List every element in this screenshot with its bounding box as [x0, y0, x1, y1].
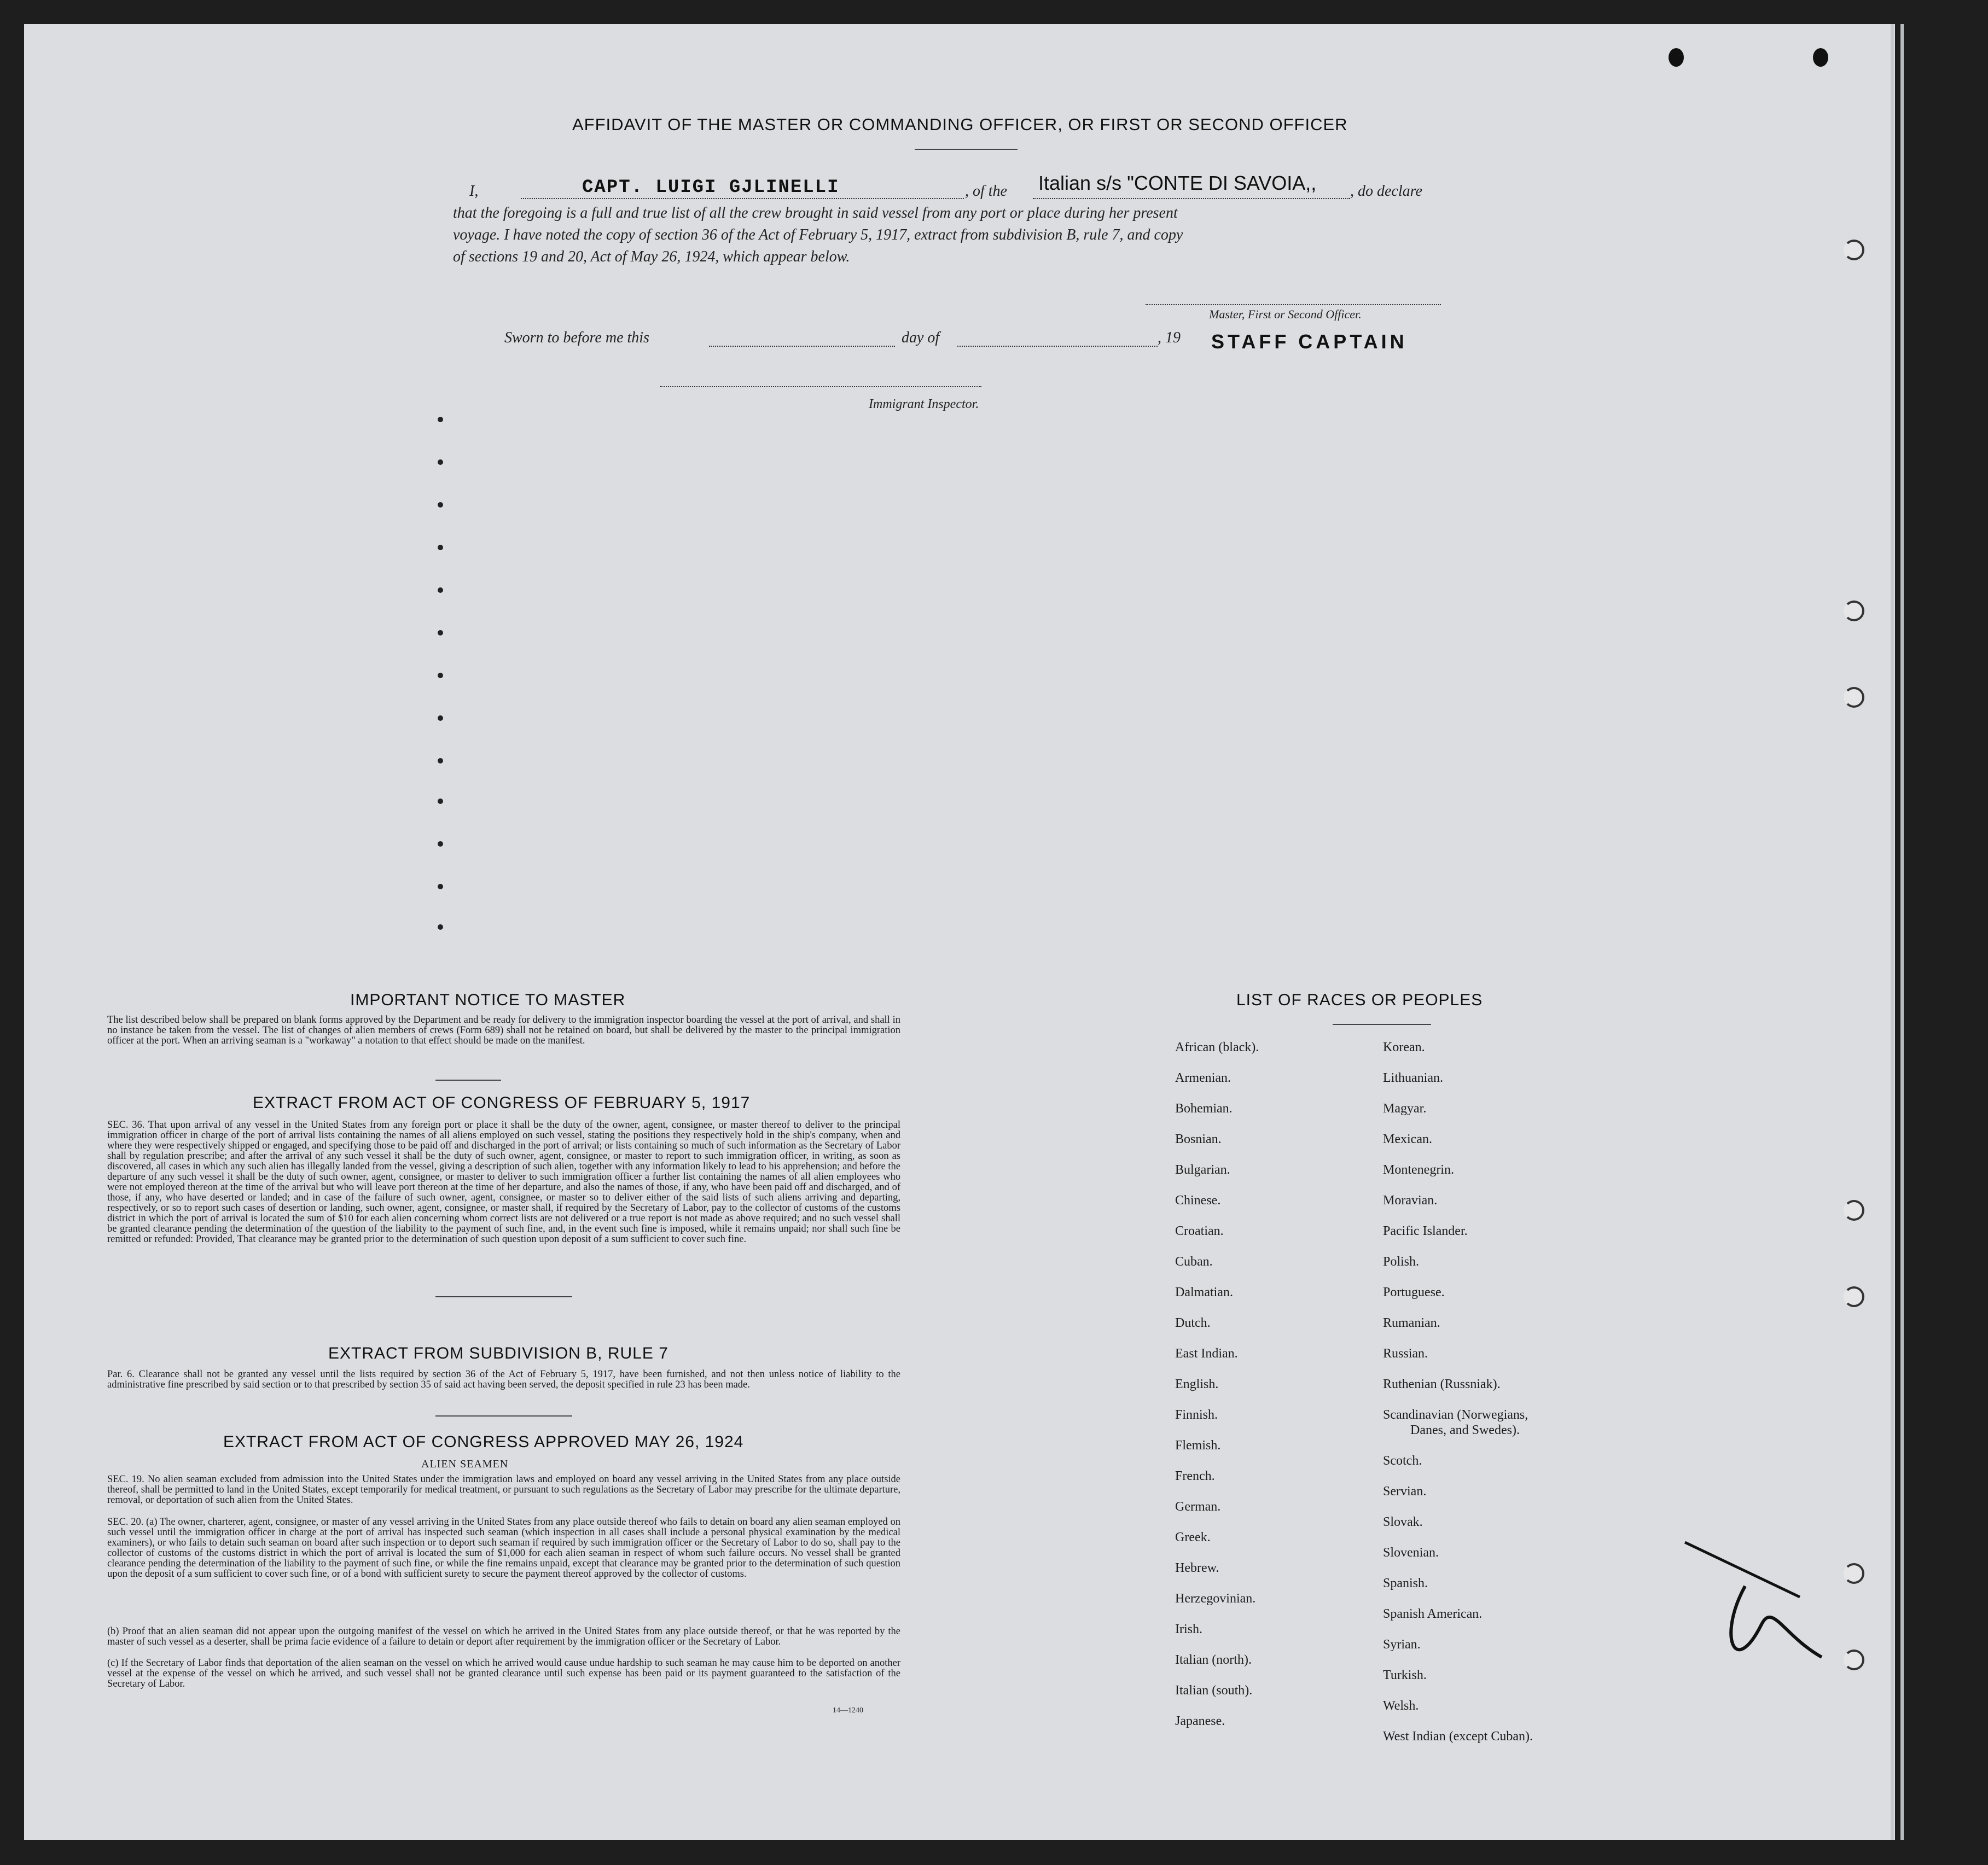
binder-ring [1844, 1650, 1864, 1670]
races-rule [1333, 1024, 1431, 1025]
vessel-name: Italian s/s "CONTE DI SAVOIA,, [1038, 172, 1317, 194]
margin-dot [438, 417, 443, 422]
race-item: Italian (south). [1175, 1683, 1253, 1698]
race-item: German. [1175, 1500, 1221, 1514]
affidavit-body-1: that the foregoing is a full and true list of all the crew brought in said vessel from any port or place during her present [453, 205, 1178, 222]
races-right-column [1383, 1040, 1533, 1760]
page-edge [1891, 24, 1894, 1840]
race-item: Lithuanian. [1383, 1071, 1443, 1085]
race-item: Turkish. [1383, 1668, 1427, 1682]
section-rule [435, 1080, 501, 1081]
sec-20b-text: (b) Proof that an alien seaman did not appear upon the outgoing manifest of the vessel on which he arrived in the United States from any place outside thereof, or that he was reported by the master of such vessel as a deserter, shall be prima facie evidence of a failure to detain or deport after requirement by the immigration officer or the Secretary of Labor. [107, 1626, 900, 1647]
race-item: Welsh. [1383, 1699, 1419, 1713]
of-the-label: , of the [965, 183, 1007, 200]
race-item: English. [1175, 1377, 1219, 1391]
sworn-day-line [709, 346, 895, 347]
handwritten-mark [1674, 1526, 1838, 1690]
binder-ring [1844, 687, 1864, 708]
race-item: Italian (north). [1175, 1653, 1252, 1667]
race-item: Spanish American. [1383, 1607, 1483, 1621]
race-item: Hebrew. [1175, 1561, 1219, 1575]
affidavit-title: AFFIDAVIT OF THE MASTER OR COMMANDING OFFICER, OR FIRST OR SECOND OFFICER [572, 115, 1348, 134]
affidavit-body-3: of sections 19 and 20, Act of May 26, 1924, which appear below. [453, 248, 850, 265]
race-item: Spanish. [1383, 1576, 1428, 1590]
race-item: Japanese. [1175, 1714, 1225, 1728]
extract-1924-title: EXTRACT FROM ACT OF CONGRESS APPROVED MAY 26, 1924 [223, 1433, 744, 1451]
inspector-label: Immigrant Inspector. [869, 397, 979, 411]
margin-dot [438, 545, 443, 550]
race-item: Russian. [1383, 1347, 1428, 1361]
binder-ring [1844, 1286, 1864, 1307]
race-item: Mexican. [1383, 1132, 1432, 1146]
inspector-signature-line [660, 386, 981, 387]
master-label: Master, First or Second Officer. [1209, 307, 1362, 321]
rule-7-text: Par. 6. Clearance shall not be granted any vessel until the lists required by section 36 of the Act of February 5, 1917, have been furnished, and not then unless notice of liability to the administrative fine prescribed by said section or to that prescribed by section 35 of said act having been served, the deposit specified in rule 23 has been made. [107, 1369, 900, 1390]
officer-name-line [521, 198, 964, 199]
sworn-label: Sworn to before me this [504, 329, 649, 346]
race-item: Cuban. [1175, 1255, 1213, 1269]
race-item: East Indian. [1175, 1347, 1238, 1361]
notice-title: IMPORTANT NOTICE TO MASTER [350, 991, 626, 1009]
race-item: Slovenian. [1383, 1546, 1439, 1560]
margin-dot [438, 459, 443, 465]
race-item: Flemish. [1175, 1438, 1221, 1453]
punch-hole [1669, 48, 1684, 67]
binder-ring [1844, 601, 1864, 621]
race-item: Pacific Islander. [1383, 1224, 1468, 1238]
margin-dot [438, 758, 443, 764]
do-declare-label: , do declare [1350, 183, 1422, 200]
sec-20c-text: (c) If the Secretary of Labor finds that deportation of the alien seaman on the vessel on which he arrived would cause undue hardship to such seaman he may cause him to be deported on another vessel at the expense of the vessel on which he arrived, and such vessel shall not be granted clearance until such expense has been paid or its payment guaranteed to the satisfaction of the Secretary of Labor. [107, 1658, 900, 1689]
races-left-column [1175, 1040, 1259, 1745]
sec-20a-text: SEC. 20. (a) The owner, charterer, agent, consignee, or master of any vessel arriving in the United States from any place outside thereof who fails to detain on board any alien seaman employed on such vessel until the immigration officer in charge at the port of arrival has inspected such seaman (which inspection in all cases shall include a personal physical examination by the medical examiners), or who fails to detain such seaman on board after such inspection or to deport such seaman if required by such immigration officer or the Secretary of Labor to do so, shall pay to the collector of customs of the customs district in which the port of arrival is located the sum of $1,000 for each alien seaman in respect of whom such failure occurs. No vessel shall be granted clearance pending the determination of the liability to the payment of such fine, or while the fine remains unpaid, except that clearance may be granted prior to the determination of such question upon the deposit of a sum sufficient to cover such fine, or of a bond with sufficient surety to secure the payment thereof approved by the collector of customs. [107, 1517, 900, 1580]
race-item: Scandinavian (Norwegians, [1383, 1408, 1528, 1422]
day-of-label: day of [902, 329, 940, 346]
vessel-line [1033, 198, 1350, 199]
i-label: I, [469, 183, 479, 200]
race-item: Korean. [1383, 1040, 1425, 1054]
race-item: Bosnian. [1175, 1132, 1222, 1146]
race-item: Bohemian. [1175, 1101, 1233, 1116]
sec-19-text: SEC. 19. No alien seaman excluded from admission into the United States under the immigration laws and employed on board any vessel arriving in the United States from any place outside thereof, shall be permitted to land in the United States, except temporarily for medical treatment, or pursuant to such regulations as the Secretary of Labor may prescribe for the ultimate departure, removal, or deportation of such alien from the United States. [107, 1474, 900, 1506]
race-item: French. [1175, 1469, 1215, 1483]
section-rule [435, 1296, 572, 1297]
race-item: Scotch. [1383, 1454, 1422, 1468]
master-signature-line [1146, 304, 1441, 305]
affidavit-body-2: voyage. I have noted the copy of section 36 of the Act of February 5, 1917, extract from subdivision B, rule 7, and copy [453, 226, 1183, 243]
race-item: Croatian. [1175, 1224, 1224, 1238]
margin-dot [438, 799, 443, 804]
race-item: Rumanian. [1383, 1316, 1440, 1330]
races-title: LIST OF RACES OR PEOPLES [1236, 991, 1483, 1009]
binder-ring [1844, 1563, 1864, 1584]
margin-dot [438, 715, 443, 721]
notice-text: The list described below shall be prepared on blank forms approved by the Department and be ready for delivery to the immigration inspector boarding the vessel at the port of arrival, and shall in no instance be taken from the vessel. The list of changes of alien members of crews (Form 689) shall not be retained on board, but shall be delivered by the master to the principal immigration officer at the port. When an arriving seaman is a "workaway" a notation to that effect should be made on the manifest. [107, 1015, 900, 1046]
race-item: West Indian (except Cuban). [1383, 1729, 1533, 1744]
race-item: Finnish. [1175, 1408, 1218, 1422]
race-item: African (black). [1175, 1040, 1259, 1054]
section-rule [435, 1415, 572, 1417]
month-line [957, 346, 1158, 347]
rank-stamp: STAFF CAPTAIN [1211, 330, 1408, 353]
rule-7-title: EXTRACT FROM SUBDIVISION B, RULE 7 [328, 1344, 669, 1362]
race-item: Syrian. [1383, 1637, 1421, 1652]
year-prefix: , 19 [1158, 329, 1181, 346]
race-item: Servian. [1383, 1484, 1427, 1499]
margin-dot [438, 841, 443, 847]
race-item: Moravian. [1383, 1193, 1438, 1208]
race-item: Portuguese. [1383, 1285, 1445, 1299]
race-item: Bulgarian. [1175, 1163, 1230, 1177]
race-item: Magyar. [1383, 1101, 1427, 1116]
margin-dot [438, 630, 443, 636]
margin-dot [438, 924, 443, 930]
margin-dot [438, 587, 443, 593]
margin-dot [438, 884, 443, 889]
alien-seamen-subtitle: ALIEN SEAMEN [421, 1458, 509, 1470]
race-item: Greek. [1175, 1530, 1211, 1545]
officer-name: CAPT. LUIGI GJLINELLI [582, 177, 840, 198]
binder-ring [1844, 1200, 1864, 1221]
margin-dot [438, 502, 443, 508]
race-item: Herzegovinian. [1175, 1592, 1256, 1606]
title-rule [915, 149, 1018, 150]
extract-1917-text: SEC. 36. That upon arrival of any vessel in the United States from any foreign port or place it shall be the duty of the owner, agent, consignee, or master thereof to deliver to the principal immigration officer in charge of the port of arrival lists containing the names of all aliens employed on such vessel, stating the positions they respectively hold in the ship's company, when and where they were respectively shipped or engaged, and specifying those to be paid off and discharged in the port of arrival; or lists containing so much of such information as the Secretary of Labor shall by regulation prescribe; and after the arrival of any such vessel it shall be the duty of such owner, agent, consignee, or master to report to such immigration officer, in writing, as soon as discovered, all cases in which any such alien has illegally landed from the vessel, giving a description of such alien, together with any information likely to lead to his apprehension; and before the departure of any such vessel it shall be the duty of such owner, agent, consignee, or master to deliver to such immigration officer a further list containing the names of all alien employees who were not employed thereon at the time of the arrival but who will leave port thereon at the time of her departure, and also the names of those, if any, who have been paid off and discharged, and of those, if any, who have deserted or landed; and in case of the failure of such owner, agent, consignee, or master so to deliver either of the said lists of such aliens arriving and departing, respectively, or so to report such cases of desertion or landing, such owner, agent, consignee, or master shall, if required by the Secretary of Labor, pay to the collector of customs of the customs district in which the port of arrival is located the sum of $10 for each alien concerning whom correct lists are not delivered or a true report is not made as above required; and no such vessel shall be granted clearance pending the determination of the question of the liability to the payment of such fine, and, in the event such fine is imposed, while it remains unpaid; nor shall such fine be remitted or refunded: Provided, That clearance may be granted prior to the determination of such question upon deposit of a sum sufficient to cover such fine. [107, 1120, 900, 1245]
race-item: Chinese. [1175, 1193, 1221, 1208]
form-number: 14—1240 [833, 1706, 863, 1715]
race-item: Armenian. [1175, 1071, 1231, 1085]
race-item: Polish. [1383, 1255, 1420, 1269]
page-edge [1900, 24, 1904, 1840]
race-item: Montenegrin. [1383, 1163, 1454, 1177]
race-item: Dalmatian. [1175, 1285, 1233, 1299]
race-item: Slovak. [1383, 1515, 1423, 1529]
binder-ring [1844, 240, 1864, 260]
race-item: Ruthenian (Russniak). [1383, 1377, 1501, 1391]
punch-hole [1813, 48, 1828, 67]
margin-dot [438, 673, 443, 678]
race-item: Dutch. [1175, 1316, 1211, 1330]
extract-1917-title: EXTRACT FROM ACT OF CONGRESS OF FEBRUARY 5, 1917 [253, 1094, 751, 1112]
race-item: Danes, and Swedes). [1410, 1423, 1520, 1437]
race-item: Irish. [1175, 1622, 1202, 1636]
